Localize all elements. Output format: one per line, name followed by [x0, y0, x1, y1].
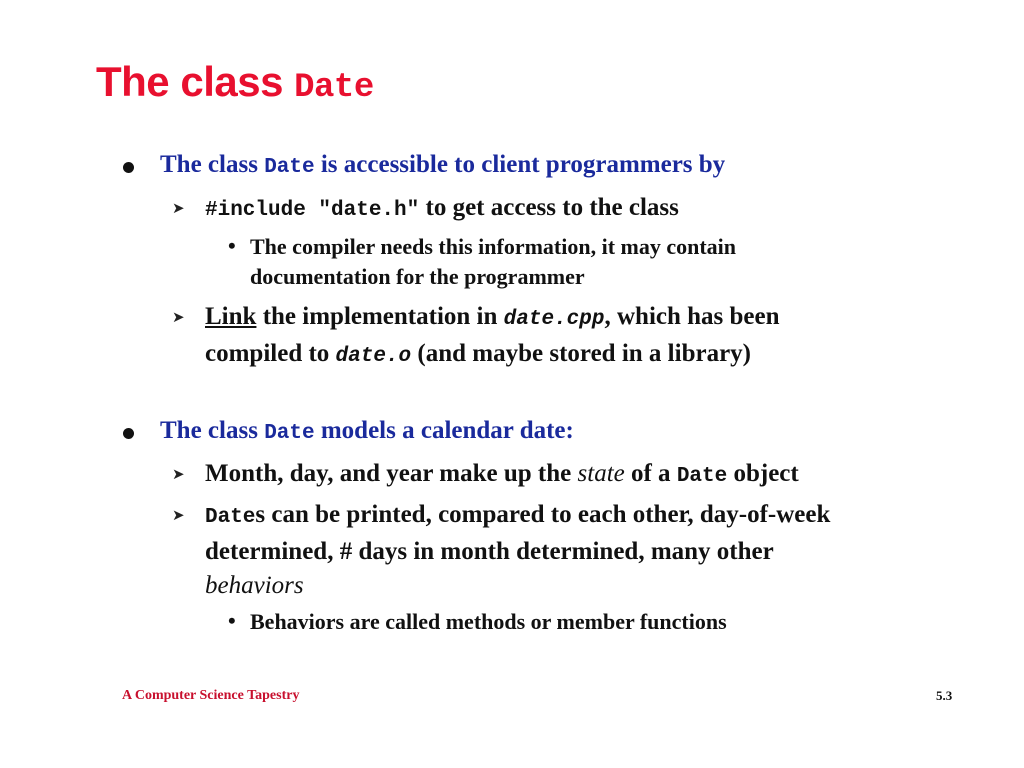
bullet-dot-2	[123, 428, 134, 439]
dates-line-1: s can be printed, compared to each other, day-of-week	[255, 501, 831, 528]
state-code: Date	[676, 465, 728, 488]
bullet-2-pre: The class	[160, 417, 265, 444]
state-post: object	[727, 460, 799, 487]
state-mid: of a	[624, 460, 677, 487]
dates-line-2: determined, # days in month determined, many other	[205, 538, 774, 565]
arrow-bullet-icon: ➤	[172, 199, 185, 217]
bullet-dot-1	[123, 162, 134, 173]
title-code: Date	[294, 69, 374, 107]
bullet-1-sub-1-note	[250, 232, 736, 292]
state-word: state	[577, 460, 625, 487]
bullet-2-post: models a calendar date:	[314, 417, 574, 444]
title-prefix: The class	[96, 58, 295, 105]
arrow-bullet-icon: ➤	[172, 506, 185, 524]
small-bullet-icon: •	[228, 608, 236, 633]
date-o-code: date.o	[335, 345, 412, 368]
behaviors-note: Behaviors are called methods or member functions	[250, 609, 727, 634]
bullet-1-post: is accessible to client programmers by	[314, 151, 726, 178]
link-line2-pre: compiled to	[205, 340, 336, 367]
include-post: to get access to the class	[419, 194, 679, 221]
bullet-1-pre: The class	[160, 151, 265, 178]
bullet-2-sub-2	[205, 498, 830, 603]
date-cpp-code: date.cpp	[503, 308, 605, 331]
slide-title	[96, 58, 374, 107]
bullet-1-text	[160, 151, 725, 179]
footer-book-title: A Computer Science Tapestry	[122, 688, 300, 703]
behaviors-word: behaviors	[205, 572, 304, 599]
bullet-2-code: Date	[264, 422, 315, 445]
link-post: (and maybe stored in a library)	[411, 340, 751, 367]
bullet-1-sub-2	[205, 300, 780, 374]
bullet-2-sub-2-note	[250, 607, 727, 637]
bullet-2-sub-1	[205, 457, 799, 494]
include-code: #include "date.h"	[205, 199, 420, 222]
link-mid: , which has been	[604, 303, 780, 330]
small-bullet-icon: •	[228, 233, 236, 258]
bullet-1-code: Date	[264, 156, 315, 179]
arrow-bullet-icon: ➤	[172, 308, 185, 326]
bullet-1-sub-1	[205, 191, 679, 228]
state-pre: Month, day, and year make up the	[205, 460, 578, 487]
note-line-2: documentation for the programmer	[250, 264, 585, 289]
link-word: Link	[205, 303, 257, 330]
link-pre: the implementation in	[256, 303, 504, 330]
dates-code: Date	[205, 506, 256, 529]
note-line-1: The compiler needs this information, it may contain	[250, 234, 737, 259]
arrow-bullet-icon: ➤	[172, 465, 185, 483]
bullet-2-text	[160, 417, 574, 445]
footer-slide-number: 5.3	[936, 688, 953, 703]
